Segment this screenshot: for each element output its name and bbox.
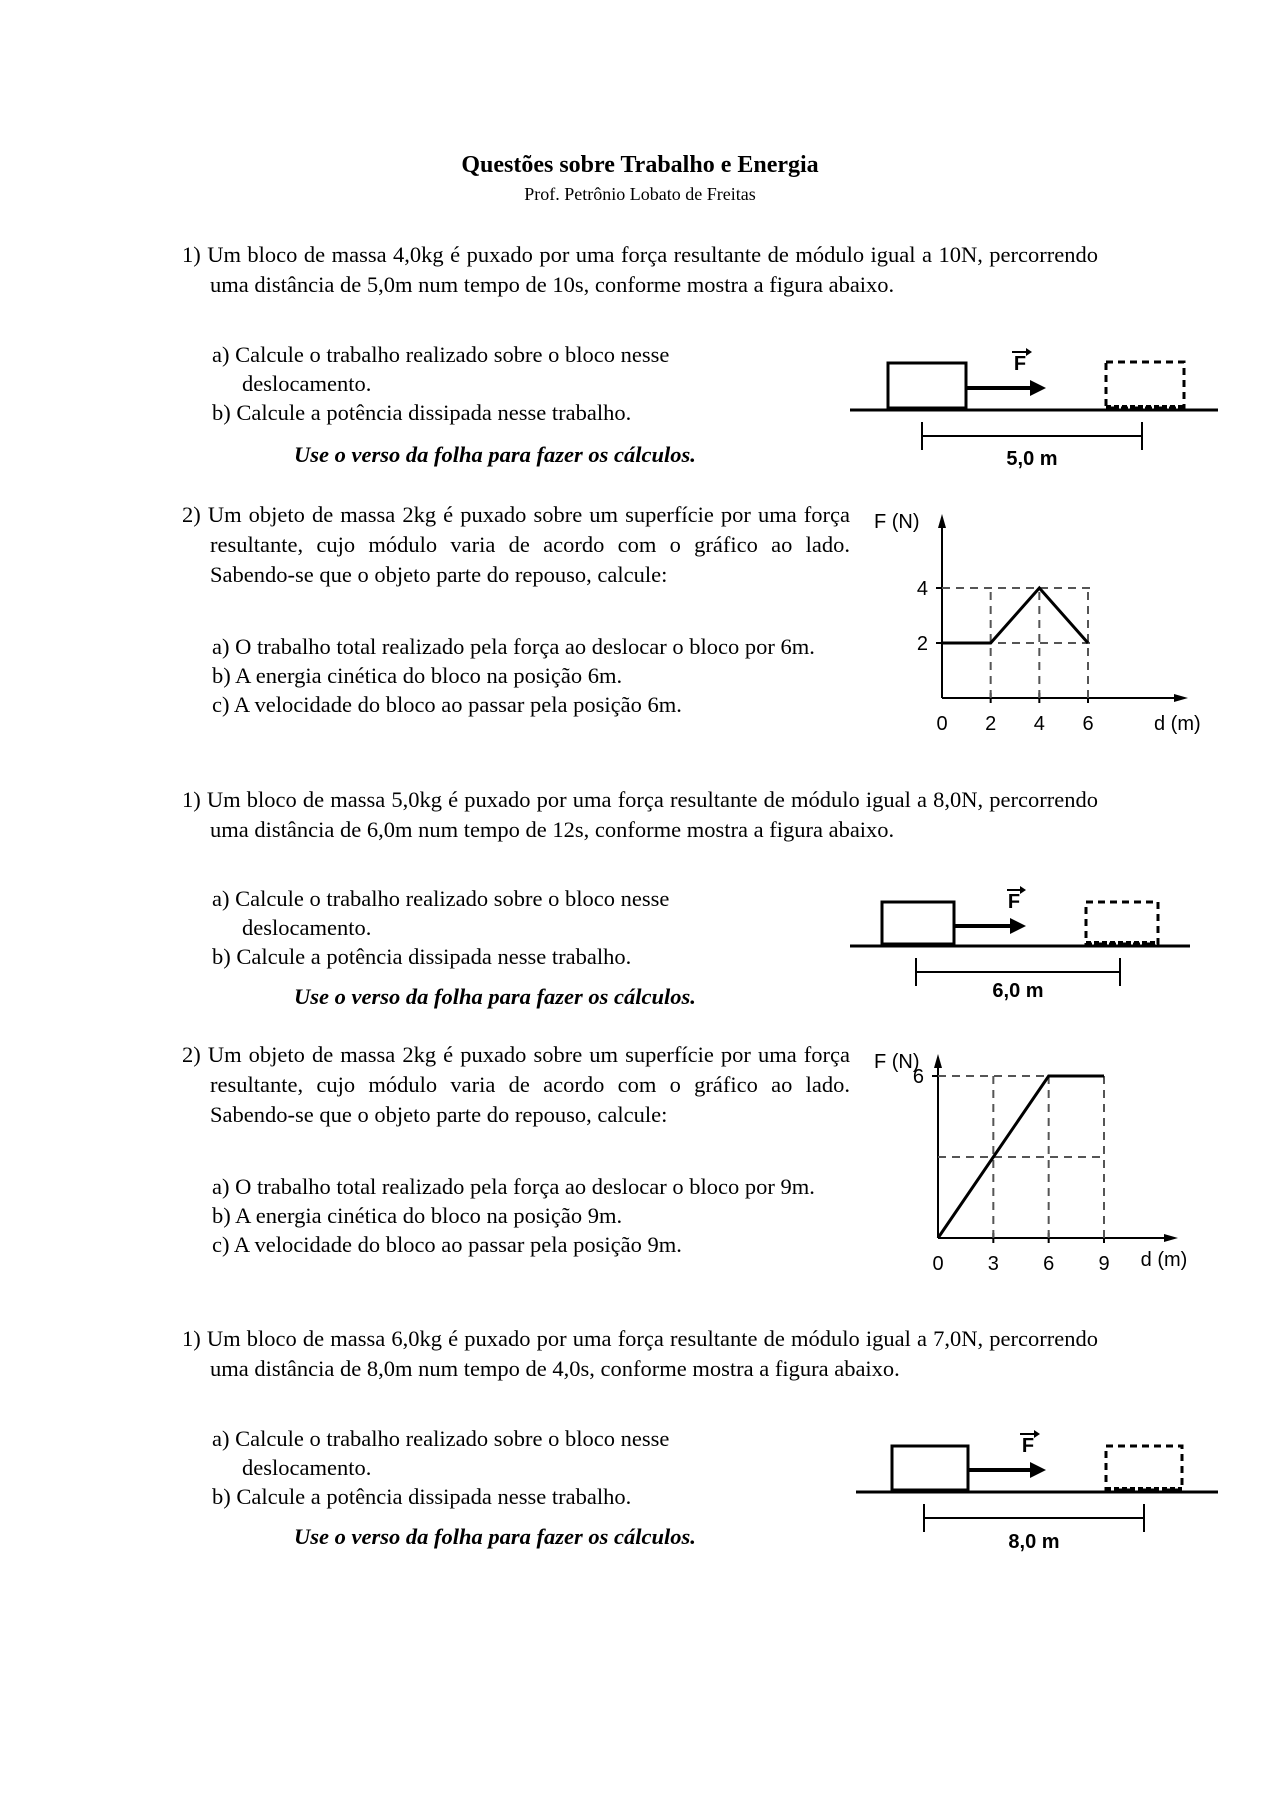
force-label: F	[1021, 1435, 1035, 1457]
x-tick-label-0: 0	[932, 1253, 944, 1275]
block-final-position	[1106, 1446, 1182, 1490]
question-1-item-a: a) Calcule o trabalho realizado sobre o bloco nesse deslocamento.	[212, 342, 670, 396]
block-final-position	[1106, 362, 1184, 408]
force-label: F	[1013, 353, 1027, 375]
question-1-note: Use o verso da folha para fazer os cálculos.	[294, 442, 696, 467]
question-2-item-b: b) A energia cinética do bloco na posição 6m.	[212, 663, 623, 688]
question-2-stem: 2) Um objeto de massa 2kg é puxado sobre um superfície por uma força resultante, cujo módulo varia de acordo com o gráfico ao lado. Sabendo-se que o objeto parte do repouso, calcule:	[182, 502, 850, 587]
question-2-item-c: c) A velocidade do bloco ao passar pela posição 6m.	[212, 692, 682, 717]
x-tick-label-6: 6	[1082, 713, 1094, 735]
graph-2-ylabel: F (N)	[874, 1051, 920, 1073]
block	[888, 363, 966, 408]
question-2-items	[212, 632, 842, 719]
distance-label: 8,0 m	[1008, 1531, 1060, 1553]
block	[882, 902, 954, 944]
block-final-position	[1086, 902, 1158, 944]
x-tick-label-4: 4	[1033, 713, 1045, 735]
block-figure-1	[850, 340, 1220, 475]
x-tick-label-6: 6	[1043, 1253, 1055, 1275]
x-tick-label-0: 0	[936, 713, 948, 735]
question-1-stem: 1) Um bloco de massa 4,0kg é puxado por uma força resultante de módulo igual a 10N, percorrendo uma distância de 5,0m num tempo de 10s, conforme mostra a figura abaixo.	[182, 242, 1098, 297]
question-3-items	[212, 884, 772, 971]
page-title: Questões sobre Trabalho e Energia	[461, 152, 819, 178]
question-3-stem: 1) Um bloco de massa 5,0kg é puxado por uma força resultante de módulo igual a 8,0N, percorrendo uma distância de 6,0m num tempo de 12s, conforme mostra a figura abaixo.	[182, 787, 1098, 842]
graph-1-force-line	[942, 588, 1088, 643]
graph-2	[870, 1040, 1220, 1280]
y-tick-label-2: 2	[916, 633, 928, 655]
y-tick-label-6: 6	[912, 1066, 924, 1088]
block-figure-3	[856, 1420, 1226, 1560]
question-4-item-c: c) A velocidade do bloco ao passar pela posição 9m.	[212, 1232, 682, 1257]
question-1-item-b: b) Calcule a potência dissipada nesse trabalho.	[212, 400, 632, 425]
question-4-items	[212, 1172, 842, 1259]
graph-1-ylabel: F (N)	[874, 511, 920, 533]
force-arrowhead	[1010, 918, 1026, 934]
question-5-note: Use o verso da folha para fazer os cálculos.	[294, 1524, 696, 1549]
question-4-item-b: b) A energia cinética do bloco na posição 9m.	[212, 1203, 623, 1228]
question-3-item-b: b) Calcule a potência dissipada nesse trabalho.	[212, 944, 632, 969]
question-4-stem: 2) Um objeto de massa 2kg é puxado sobre um superfície por uma força resultante, cujo módulo varia de acordo com o gráfico ao lado. Sabendo-se que o objeto parte do repouso, calcule:	[182, 1042, 850, 1127]
force-label: F	[1007, 891, 1021, 913]
question-5-items	[212, 1424, 772, 1511]
question-5-item-b: b) Calcule a potência dissipada nesse trabalho.	[212, 1484, 632, 1509]
distance-label: 6,0 m	[992, 980, 1044, 1002]
question-4-item-a: a) O trabalho total realizado pela força ao deslocar o bloco por 9m.	[212, 1174, 815, 1199]
x-tick-label-3: 3	[987, 1253, 999, 1275]
author-line: Prof. Petrônio Lobato de Freitas	[524, 184, 756, 204]
force-arrowhead	[1030, 380, 1046, 396]
graph-2-xlabel: d (m)	[1140, 1249, 1188, 1271]
question-1-items	[212, 340, 772, 427]
question-5-stem: 1) Um bloco de massa 6,0kg é puxado por uma força resultante de módulo igual a 7,0N, percorrendo uma distância de 8,0m num tempo de 4,0s, conforme mostra a figura abaixo.	[182, 1326, 1098, 1381]
graph-1	[870, 500, 1220, 740]
question-2-item-a: a) O trabalho total realizado pela força ao deslocar o bloco por 6m.	[212, 634, 815, 659]
force-arrowhead	[1030, 1462, 1046, 1478]
block-figure-2	[850, 876, 1220, 1011]
y-tick-label-4: 4	[916, 578, 928, 600]
graph-1-xlabel: d (m)	[1154, 713, 1201, 735]
distance-label: 5,0 m	[1006, 448, 1058, 470]
question-3-note: Use o verso da folha para fazer os cálculos.	[294, 984, 696, 1009]
question-3-item-a: a) Calcule o trabalho realizado sobre o bloco nesse deslocamento.	[212, 886, 670, 940]
block	[892, 1446, 968, 1490]
x-tick-label-2: 2	[985, 713, 997, 735]
x-tick-label-9: 9	[1098, 1253, 1110, 1275]
question-5-item-a: a) Calcule o trabalho realizado sobre o bloco nesse deslocamento.	[212, 1426, 670, 1480]
